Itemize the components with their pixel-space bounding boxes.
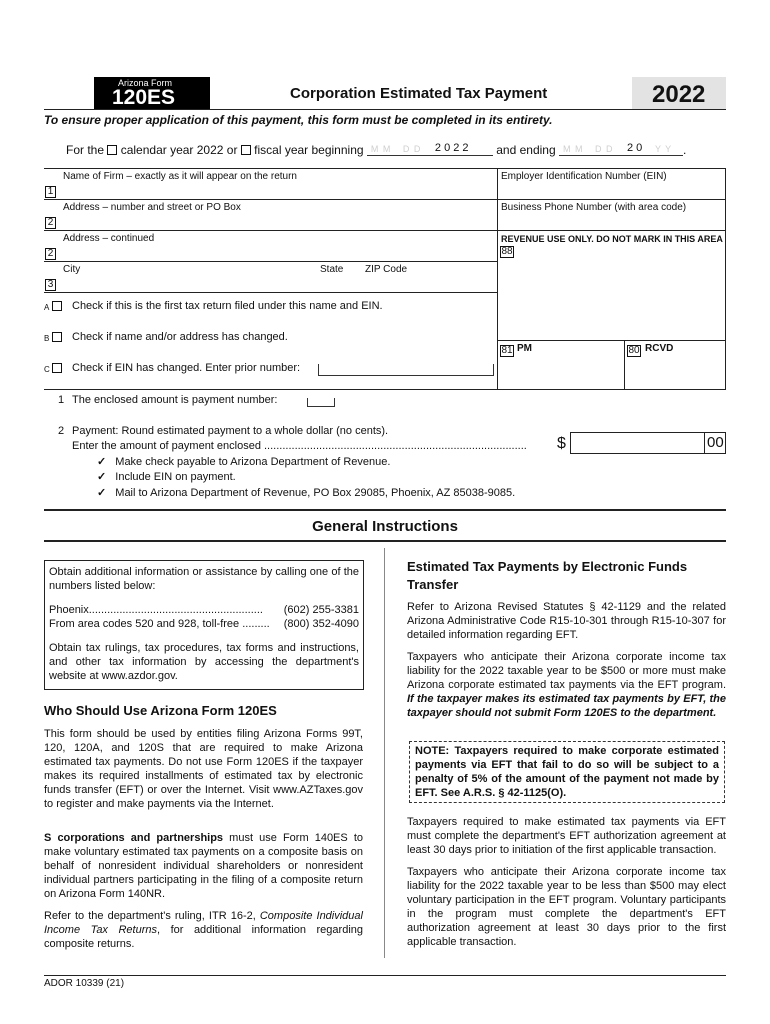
address-continued-label: Address – continued	[63, 233, 155, 244]
check-mark-icon: ✓	[97, 456, 107, 468]
check-b-text: Check if name and/or address has changed.	[72, 331, 288, 343]
and-ending-label: and ending	[496, 143, 556, 157]
calendar-year-checkbox[interactable]	[107, 145, 117, 155]
row3-rule	[44, 261, 497, 262]
phoenix-line	[49, 603, 359, 617]
eft-penalty-note: NOTE: Taxpayers required to make corporate estimated payments via EFT that fail to do so will be subject to a penalty of 5% of the amount of the payment not made by EFT. See A.R.S. § 42-1125(O).	[409, 741, 725, 803]
phone-input[interactable]	[499, 213, 724, 229]
tax-year: 2022	[652, 81, 706, 108]
dollar-sign: $	[557, 435, 566, 452]
instruction-bullet-2	[97, 470, 236, 483]
pm-label: PM	[517, 343, 532, 354]
begin-month-placeholder: M M	[370, 144, 392, 154]
grid-right-edge	[725, 168, 726, 390]
row2-rule	[44, 230, 726, 231]
tollfree-label: From area codes 520 and 928, toll-free .........	[49, 618, 270, 630]
section-rule-top	[44, 509, 726, 511]
state-input[interactable]	[317, 275, 361, 291]
header-rule	[44, 109, 726, 110]
begin-year: 2 0 2 2	[434, 142, 469, 154]
check-mark-icon: ✓	[97, 487, 107, 499]
payment-amount-label: Enter the amount of payment enclosed ......................................................................................	[72, 440, 527, 452]
bullet-1-text: Make check payable to Arizona Department of Revenue.	[115, 456, 391, 468]
tax-period-row: For the calendar year 2022 or fiscal year beginning M M D D 2 0 2 2 and ending M M D D 2 0 Y Y .	[66, 142, 687, 157]
info-intro: Obtain additional information or assistance by calling one of the numbers listed below:	[49, 566, 359, 592]
line-1-marker: 1	[45, 186, 56, 198]
payment-number-input[interactable]	[307, 398, 335, 407]
who-paragraph-1: This form should be used by entities filing Arizona Forms 99T, 120, 120A, and 120S that are required to make Arizona estimated tax payments. Do not use Form 120ES if the taxpayer makes its required installments of estimated tax by electronic funds transfer (EFT) or over the Internet. Visit www.AZTaxes.gov to register and make payments via the Internet.	[44, 728, 363, 810]
revenue-box-81: 81	[501, 345, 513, 356]
state-label: State	[320, 264, 344, 275]
calendar-year-label: calendar year 2022 or	[120, 143, 238, 157]
form-code: ADOR 10339 (21)	[44, 978, 125, 989]
form-badge	[94, 77, 210, 109]
footer-rule	[44, 975, 726, 976]
who-p3-start: Refer to the department's ruling, ITR 16-2,	[44, 910, 260, 922]
address-input[interactable]	[58, 213, 496, 229]
cents-value: 00	[707, 434, 724, 451]
eft-paragraph-1: Refer to Arizona Revised Statutes § 42-1129 and the related Arizona Administrative Code R15-10-301 through R15-10-307 for detailed information regarding EFT.	[407, 601, 726, 641]
instruction-bullet-1	[97, 455, 390, 468]
ein-label: Employer Identification Number (EIN)	[501, 171, 667, 182]
phoenix-phone: (602) 255-3381	[283, 604, 359, 616]
firm-name-label: Name of Firm – exactly as it will appear on the return	[63, 171, 297, 182]
fiscal-year-checkbox[interactable]	[241, 145, 251, 155]
row1-rule	[44, 199, 726, 200]
who-paragraph-2-rest: must use Form 140ES to make voluntary estimated tax payments on a composite basis on behalf of nonresident individual shareholders or nonresident individual partners participating in the filing of a composite return on Arizona Form 140NR.	[44, 832, 364, 900]
end-day-placeholder: D D	[594, 144, 614, 154]
check-a-letter: A	[44, 303, 50, 312]
itr-title: Composite Individual Income Tax Returns	[44, 910, 363, 936]
zip-input[interactable]	[363, 275, 496, 291]
check-b-letter: B	[44, 334, 50, 343]
tollfree-phone: (800) 352-4090	[283, 618, 359, 630]
eft-heading: Estimated Tax Payments by Electronic Funds Transfer	[407, 559, 688, 592]
firm-name-input[interactable]	[58, 182, 496, 198]
revenue-split	[624, 340, 625, 390]
section-rule-bottom	[44, 540, 726, 542]
check-c-text: Check if EIN has changed. Enter prior number:	[72, 362, 301, 374]
phone-label: Business Phone Number (with area code)	[501, 202, 687, 213]
payment-line-2-text: Payment: Round estimated payment to a whole dollar (no cents).	[72, 425, 389, 437]
payment-line-2-number: 2	[58, 425, 65, 437]
bullet-3-text: Mail to Arizona Department of Revenue, PO Box 29085, Phoenix, AZ 85038-9085.	[115, 487, 516, 499]
begin-day-placeholder: D D	[402, 144, 422, 154]
eft-paragraph-4: Taxpayers who anticipate their Arizona corporate income tax liability for the 2022 taxable year to be less than $500 may elect voluntary participation in the EFT program. Voluntary participants in the program must complete the department's EFT authorization agreement at least 30 days prior to the first applicable transaction.	[407, 866, 726, 948]
end-year-placeholder: Y Y	[654, 144, 673, 154]
payment-line-1-text: The enclosed amount is payment number:	[72, 394, 278, 406]
website-info: Obtain tax rulings, tax procedures, tax forms and instructions, and other tax information by accessing the department's website at www.azdor.gov.	[49, 642, 359, 682]
city-input[interactable]	[58, 275, 313, 291]
revenue-box-80: 80	[628, 345, 640, 356]
info-box	[44, 560, 364, 690]
s-corp-emphasis: S corporations and partnerships	[44, 832, 224, 844]
revenue-mid-rule	[497, 340, 726, 341]
check-c-checkbox[interactable]	[52, 363, 62, 373]
prior-ein-input[interactable]	[318, 364, 494, 376]
address-continued-input[interactable]	[58, 244, 496, 260]
line-3-marker: 3	[45, 279, 56, 291]
eft-p2-emphasis: If the taxpayer makes its estimated tax payments by EFT, the taxpayer should not submit Form 120ES to the department.	[407, 693, 726, 719]
check-a-text: Check if this is the first tax return filed under this name and EIN.	[72, 300, 383, 312]
payment-line-1-number: 1	[58, 394, 65, 406]
phoenix-label: Phoenix.........................................................	[49, 604, 263, 616]
revenue-use-label: REVENUE USE ONLY. DO NOT MARK IN THIS AREA	[501, 234, 723, 244]
check-c-letter: C	[44, 365, 50, 374]
completion-instruction: To ensure proper application of this payment, this form must be completed in its entirety.	[44, 113, 553, 127]
who-p3-end: , for additional information regarding composite returns.	[44, 924, 363, 950]
eft-paragraph-2	[407, 650, 726, 720]
who-paragraph-3	[44, 909, 363, 951]
general-instructions-title: General Instructions	[312, 518, 458, 535]
eft-paragraph-3: Taxpayers required to make estimated tax payments via EFT must complete the department's EFT authorization agreement at least 30 days prior to initiation of the first applicable transaction.	[407, 816, 726, 856]
form-number: 120ES	[112, 86, 176, 109]
end-date-field[interactable]	[559, 144, 683, 156]
address-label: Address – number and street or PO Box	[63, 202, 241, 213]
rcvd-label: RCVD	[645, 343, 674, 354]
row4-rule	[44, 292, 497, 293]
who-paragraph-2	[44, 831, 363, 901]
form-label: Arizona Form	[118, 78, 173, 88]
revenue-box-88: 88	[501, 246, 513, 257]
check-a-checkbox[interactable]	[52, 301, 62, 311]
for-label: For the	[66, 143, 105, 157]
tollfree-line	[49, 617, 359, 631]
who-should-use-heading: Who Should Use Arizona Form 120ES	[44, 703, 277, 718]
zip-label: ZIP Code	[365, 264, 408, 275]
check-mark-icon: ✓	[97, 471, 107, 483]
ein-input[interactable]	[499, 182, 724, 198]
cents-divider	[704, 432, 705, 454]
payment-amount-input[interactable]	[570, 432, 726, 454]
end-year-prefix: 2 0	[626, 142, 643, 154]
city-label: City	[63, 264, 81, 275]
grid-divider	[497, 168, 498, 390]
eft-p2-text: Taxpayers who anticipate their Arizona corporate income tax liability for the 2022 taxable year to be $500 or more must make Arizona corporate estimated tax payments via the EFT program.	[407, 651, 726, 691]
column-divider	[384, 548, 385, 958]
instruction-bullet-3	[97, 486, 515, 499]
line-2b-marker: 2	[45, 248, 56, 260]
begin-date-field[interactable]	[367, 144, 493, 156]
form-title: Corporation Estimated Tax Payment	[290, 85, 548, 102]
line-2-marker: 2	[45, 217, 56, 229]
fiscal-year-label: fiscal year beginning	[254, 143, 364, 157]
grid-bottom-rule	[44, 389, 726, 390]
check-b-checkbox[interactable]	[52, 332, 62, 342]
end-month-placeholder: M M	[562, 144, 584, 154]
bullet-2-text: Include EIN on payment.	[115, 471, 236, 483]
grid-top-rule	[44, 168, 726, 169]
